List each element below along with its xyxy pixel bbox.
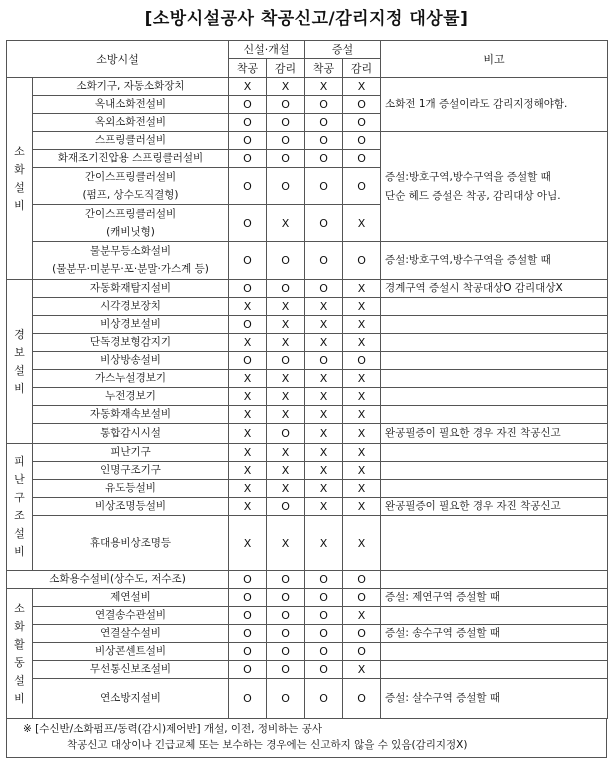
note-text: 단순 헤드 증설은 착공, 감리대상 아님. <box>385 189 561 202</box>
mark-cell: X <box>229 516 267 571</box>
mark-cell: X <box>305 334 343 352</box>
mark-cell: X <box>267 480 305 498</box>
mark-cell: O <box>305 607 343 625</box>
facility-name-sub: (물분무·미분무·포·분말·가스계 등) <box>52 263 209 275</box>
note-text: 증설:방호구역,방수구역을 증설할 때 <box>385 170 551 183</box>
mark-cell: X <box>305 388 343 406</box>
mark-cell: O <box>267 242 305 280</box>
mark-cell: O <box>343 242 381 280</box>
mark-cell: O <box>229 679 267 719</box>
facility-name <box>33 661 229 679</box>
facility-name-text: 화재조기진압용 스프링클러설비 <box>57 152 204 164</box>
category-evac <box>7 444 33 571</box>
note-cell <box>381 589 608 607</box>
mark-cell: O <box>229 571 267 589</box>
mark-cell: O <box>229 280 267 298</box>
header-new-install: 신설·개설 <box>229 41 305 59</box>
mark-cell: X <box>343 607 381 625</box>
facility-name <box>33 679 229 719</box>
facility-name <box>33 280 229 298</box>
mark-cell: X <box>267 406 305 424</box>
mark-cell: O <box>229 625 267 643</box>
facility-name-text: 비상방송설비 <box>100 354 161 366</box>
header-new-supervise: 감리 <box>267 59 305 78</box>
facility-name <box>33 607 229 625</box>
note-text: 증설: 제연구역 증설할 때 <box>385 591 501 603</box>
table-row <box>7 298 608 316</box>
mark-cell: O <box>229 643 267 661</box>
table-row <box>7 280 608 298</box>
mark-cell: O <box>305 352 343 370</box>
facility-name <box>33 168 229 205</box>
mark-cell: O <box>343 150 381 168</box>
facility-name <box>33 150 229 168</box>
mark-cell: X <box>267 370 305 388</box>
mark-cell: O <box>305 132 343 150</box>
mark-cell: X <box>305 406 343 424</box>
note-cell <box>381 607 608 625</box>
mark-cell: X <box>343 370 381 388</box>
facility-name-text: 유도등설비 <box>105 482 156 494</box>
table-row <box>7 607 608 625</box>
mark-cell: O <box>229 96 267 114</box>
mark-cell: O <box>305 679 343 719</box>
mark-cell: X <box>343 388 381 406</box>
mark-cell: O <box>267 679 305 719</box>
mark-cell: X <box>267 388 305 406</box>
table-row <box>7 406 608 424</box>
note-cell <box>381 424 608 444</box>
category-label: 피 난 구 조 설 비 <box>14 455 25 558</box>
note-text: 증설: 송수구역 증설할 때 <box>385 627 501 639</box>
note-cell <box>381 242 608 280</box>
mark-cell: O <box>267 280 305 298</box>
facility-name <box>33 516 229 571</box>
note-cell <box>381 462 608 480</box>
mark-cell: X <box>229 78 267 96</box>
table-row <box>7 334 608 352</box>
mark-cell: O <box>229 150 267 168</box>
mark-cell: O <box>267 96 305 114</box>
note-cell <box>381 132 608 242</box>
facility-name-text: 연결송수관설비 <box>95 609 167 621</box>
mark-cell: O <box>229 168 267 205</box>
mark-cell: O <box>343 589 381 607</box>
mark-cell: X <box>267 462 305 480</box>
header-new-start: 착공 <box>229 59 267 78</box>
category-water: 소화용수설비(상수도, 저수조) <box>7 571 229 589</box>
note-cell <box>381 352 608 370</box>
facility-name-text: 옥외소화전설비 <box>95 116 167 128</box>
category-activity <box>7 589 33 719</box>
table-row <box>7 625 608 643</box>
mark-cell: O <box>305 571 343 589</box>
mark-cell: O <box>267 625 305 643</box>
mark-cell: X <box>267 205 305 242</box>
mark-cell: O <box>305 168 343 205</box>
table-row <box>7 132 608 150</box>
facility-name <box>33 444 229 462</box>
facility-name-text: 물분무등소화설비 <box>89 245 172 257</box>
facility-name-text: 간이스프링클러설비 <box>84 170 177 183</box>
facility-name <box>33 96 229 114</box>
facility-name-text: 가스누설경보기 <box>95 372 167 384</box>
note-cell <box>381 78 608 132</box>
mark-cell: X <box>343 480 381 498</box>
table-row <box>7 661 608 679</box>
mark-cell: O <box>343 96 381 114</box>
mark-cell: X <box>267 516 305 571</box>
mark-cell: X <box>229 334 267 352</box>
mark-cell: X <box>343 462 381 480</box>
facility-name-text: 스프링클러설비 <box>95 134 167 146</box>
facility-name-text: 자동화재탐지설비 <box>89 282 172 294</box>
mark-cell: O <box>267 607 305 625</box>
category-label: 소 화 활 동 설 비 <box>14 601 25 705</box>
header-facility: 소방시설 <box>7 41 229 78</box>
mark-cell: O <box>267 571 305 589</box>
facility-name <box>33 406 229 424</box>
facility-name <box>33 242 229 280</box>
note-text: 완공필증이 필요한 경우 자진 착공신고 <box>385 427 561 439</box>
mark-cell: O <box>305 114 343 132</box>
facility-name-sub: (캐비닛형) <box>106 225 155 238</box>
mark-cell: X <box>305 78 343 96</box>
note-cell <box>381 516 608 571</box>
mark-cell: X <box>305 298 343 316</box>
mark-cell: X <box>343 661 381 679</box>
mark-cell: O <box>267 643 305 661</box>
facility-name <box>33 625 229 643</box>
facility-name-text: 비상콘센트설비 <box>95 645 167 657</box>
mark-cell: X <box>305 516 343 571</box>
facility-name <box>33 498 229 516</box>
facility-name <box>33 316 229 334</box>
note-cell <box>381 480 608 498</box>
mark-cell: X <box>343 516 381 571</box>
mark-cell: X <box>343 280 381 298</box>
note-text: 완공필증이 필요한 경우 자진 착공신고 <box>385 500 561 512</box>
facility-name-text: 비상조명등설비 <box>95 500 167 512</box>
mark-cell: O <box>343 571 381 589</box>
table-row <box>7 352 608 370</box>
category-label: 소 화 설 비 <box>14 144 25 212</box>
mark-cell: O <box>229 114 267 132</box>
note-text: 증설: 살수구역 증설할 때 <box>385 692 501 704</box>
mark-cell: O <box>305 643 343 661</box>
header-expand: 증설 <box>305 41 381 59</box>
mark-cell: O <box>343 114 381 132</box>
category-label: 경 보 설 비 <box>14 327 25 395</box>
facility-name <box>33 388 229 406</box>
note-text: 경계구역 증설시 착공대상O 감리대상X <box>385 282 563 294</box>
mark-cell: O <box>267 498 305 516</box>
mark-cell: X <box>305 498 343 516</box>
note-text: 증설:방호구역,방수구역을 증설할 때 <box>385 254 551 266</box>
facility-name-text: 간이스프링클러설비 <box>84 207 177 220</box>
mark-cell: X <box>267 316 305 334</box>
header-expand-start: 착공 <box>305 59 343 78</box>
footer-line-2: 착공신고 대상이나 긴급교체 또는 보수하는 경우에는 신고하지 않을 수 있음(감리지정X) <box>67 739 468 751</box>
facility-name-text: 단독경보형감지기 <box>89 336 172 348</box>
mark-cell: X <box>229 406 267 424</box>
facility-name-text: 시각경보장치 <box>100 300 161 312</box>
mark-cell: X <box>343 316 381 334</box>
facility-name-text: 제연설비 <box>110 591 151 603</box>
table-row <box>7 78 608 96</box>
table-row <box>7 643 608 661</box>
facility-name <box>33 132 229 150</box>
note-cell <box>381 370 608 388</box>
facility-name-text: 통합감시시설 <box>100 427 161 439</box>
mark-cell: X <box>229 388 267 406</box>
note-cell <box>381 406 608 424</box>
facility-name <box>33 334 229 352</box>
facility-name <box>33 480 229 498</box>
table-row <box>7 571 608 589</box>
facility-name-text: 연결살수설비 <box>100 627 161 639</box>
mark-cell: O <box>267 661 305 679</box>
mark-cell: X <box>305 424 343 444</box>
mark-cell: X <box>229 298 267 316</box>
note-cell <box>381 679 608 719</box>
mark-cell: X <box>229 462 267 480</box>
mark-cell: X <box>267 334 305 352</box>
mark-cell: O <box>343 625 381 643</box>
mark-cell: O <box>229 242 267 280</box>
facility-name-text: 누전경보기 <box>105 390 156 402</box>
facility-name <box>33 298 229 316</box>
header-note: 비고 <box>381 41 608 78</box>
facility-name-text: 휴대용비상조명등 <box>89 536 172 549</box>
facility-name <box>33 78 229 96</box>
facility-name-text: 무선통신보조설비 <box>89 663 172 675</box>
note-cell <box>381 498 608 516</box>
note-cell <box>381 316 608 334</box>
note-text: 소화전 1개 증설이라도 감리지정해야함. <box>385 98 568 110</box>
facility-name-text: 비상경보설비 <box>100 318 161 330</box>
mark-cell: O <box>305 280 343 298</box>
table-row <box>7 388 608 406</box>
facility-name <box>33 424 229 444</box>
table-row <box>7 498 608 516</box>
mark-cell: X <box>343 334 381 352</box>
note-cell <box>381 625 608 643</box>
mark-cell: O <box>267 150 305 168</box>
mark-cell: O <box>267 168 305 205</box>
category-alarm <box>7 280 33 444</box>
note-cell <box>381 643 608 661</box>
facility-name <box>33 114 229 132</box>
mark-cell: O <box>267 114 305 132</box>
mark-cell: X <box>229 370 267 388</box>
mark-cell: O <box>305 150 343 168</box>
facility-name-text: 소화기구, 자동소화장치 <box>76 80 185 92</box>
mark-cell: O <box>229 607 267 625</box>
mark-cell: X <box>343 444 381 462</box>
facility-name <box>33 643 229 661</box>
facility-name <box>33 370 229 388</box>
mark-cell: O <box>267 589 305 607</box>
mark-cell: O <box>343 132 381 150</box>
mark-cell: O <box>343 352 381 370</box>
mark-cell: O <box>229 132 267 150</box>
mark-cell: X <box>343 298 381 316</box>
mark-cell: X <box>305 316 343 334</box>
mark-cell: O <box>305 625 343 643</box>
mark-cell: O <box>305 96 343 114</box>
mark-cell: X <box>343 498 381 516</box>
category-extinguish <box>7 78 33 280</box>
facility-name-text: 연소방지설비 <box>100 692 161 704</box>
mark-cell: O <box>267 424 305 444</box>
mark-cell: O <box>305 205 343 242</box>
facility-name-text: 인명구조기구 <box>100 464 161 476</box>
mark-cell: O <box>343 679 381 719</box>
note-cell <box>381 298 608 316</box>
mark-cell: X <box>267 78 305 96</box>
mark-cell: O <box>305 661 343 679</box>
mark-cell: X <box>305 370 343 388</box>
facility-name-text: 옥내소화전설비 <box>95 98 167 110</box>
facility-name <box>33 462 229 480</box>
mark-cell: O <box>305 589 343 607</box>
note-cell <box>381 388 608 406</box>
mark-cell: X <box>229 444 267 462</box>
table-row <box>7 444 608 462</box>
table-row <box>7 316 608 334</box>
mark-cell: O <box>229 205 267 242</box>
facility-name-text: 피난기구 <box>110 446 151 458</box>
table-row <box>7 480 608 498</box>
note-cell <box>381 661 608 679</box>
mark-cell: X <box>343 78 381 96</box>
mark-cell: O <box>229 352 267 370</box>
table-row <box>7 679 608 719</box>
mark-cell: O <box>305 242 343 280</box>
note-cell <box>381 280 608 298</box>
facility-name <box>33 589 229 607</box>
table-row <box>7 462 608 480</box>
mark-cell: X <box>229 480 267 498</box>
note-cell <box>381 334 608 352</box>
mark-cell: X <box>305 462 343 480</box>
table-row <box>7 516 608 571</box>
mark-cell: X <box>229 424 267 444</box>
footer-note <box>6 718 607 758</box>
mark-cell: X <box>343 424 381 444</box>
mark-cell: O <box>267 352 305 370</box>
mark-cell: X <box>305 444 343 462</box>
mark-cell: O <box>343 643 381 661</box>
mark-cell: X <box>229 498 267 516</box>
mark-cell: X <box>267 444 305 462</box>
header-expand-supervise: 감리 <box>343 59 381 78</box>
note-cell <box>381 571 608 589</box>
mark-cell: O <box>267 132 305 150</box>
table-row <box>7 370 608 388</box>
mark-cell: X <box>343 205 381 242</box>
facility-name-sub: (펌프, 상수도직결형) <box>82 188 179 201</box>
table-row <box>7 589 608 607</box>
note-cell <box>381 444 608 462</box>
mark-cell: O <box>229 661 267 679</box>
facility-name <box>33 205 229 242</box>
facility-table <box>6 40 608 719</box>
mark-cell: X <box>343 406 381 424</box>
table-row <box>7 424 608 444</box>
mark-cell: X <box>305 480 343 498</box>
mark-cell: O <box>229 589 267 607</box>
footer-line-1: ※ [수신반/소화펌프/동력(감시)제어반] 개설, 이전, 정비하는 공사 <box>23 723 323 735</box>
table-row <box>7 242 608 280</box>
mark-cell: O <box>229 316 267 334</box>
mark-cell: X <box>267 298 305 316</box>
page-title: [소방시설공사 착공신고/감리지정 대상물] <box>144 9 469 29</box>
facility-name-text: 자동화재속보설비 <box>89 408 172 420</box>
facility-name <box>33 352 229 370</box>
mark-cell: O <box>343 168 381 205</box>
